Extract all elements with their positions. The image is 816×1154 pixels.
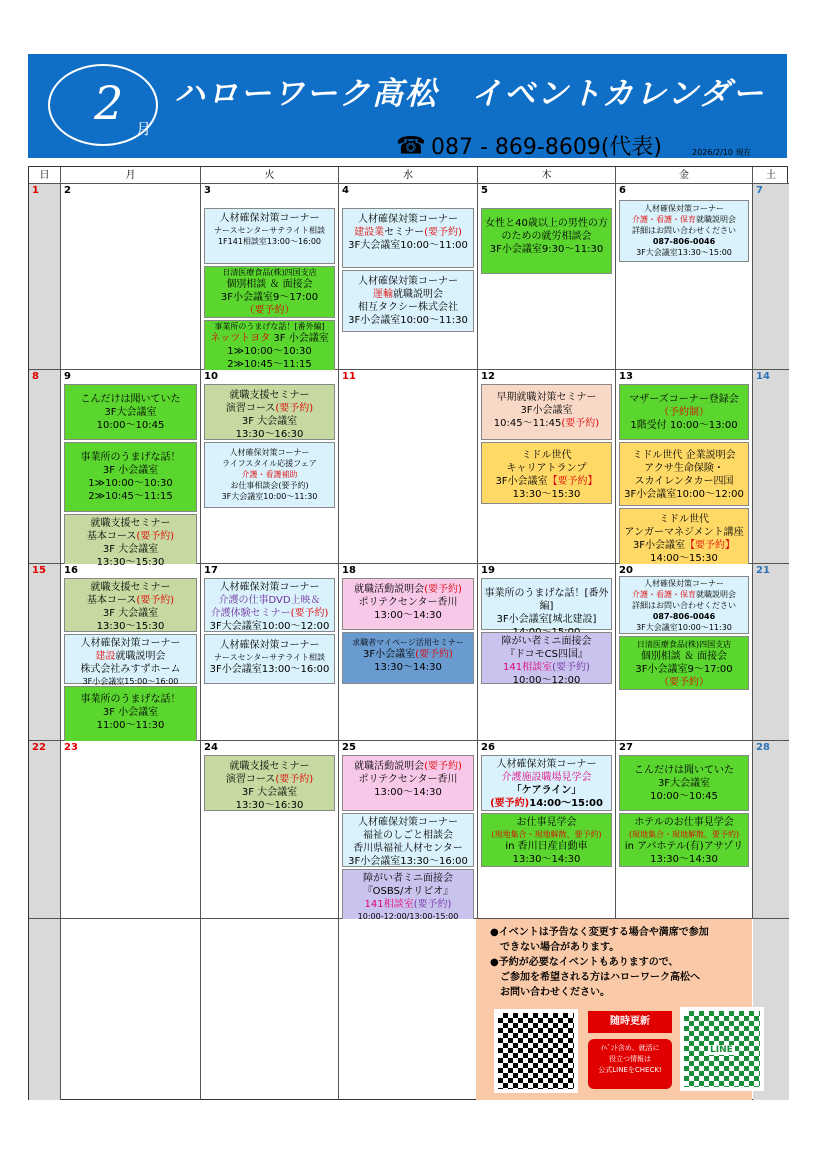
event-text: ホテルのお仕事見学会 — [634, 817, 734, 828]
event-card — [619, 755, 749, 811]
event-text: 3F小会議室 — [520, 405, 573, 416]
event-text: (要予約) — [413, 899, 452, 910]
event-text: 13:30～16:30 — [235, 429, 304, 440]
event-text: 事業所のうまげな話！[番外編] — [484, 588, 609, 612]
event-text: 3F小会議室9:30～11:30 — [489, 244, 604, 255]
day-cell — [29, 741, 61, 919]
event-text: 人材確保対策コーナー — [358, 276, 458, 287]
event-text: 13:30～14:30 — [512, 854, 581, 865]
event-text: 3F小会議室 — [632, 540, 686, 551]
event-text: 日清医療食品(株)四国支店 — [222, 268, 317, 277]
event-card — [619, 576, 749, 634]
day-cell — [753, 370, 789, 564]
event-card — [204, 384, 335, 440]
event-text: (要予約) — [424, 761, 462, 772]
event-text: セミナー — [384, 227, 425, 238]
day-cell — [616, 741, 753, 919]
event-card — [481, 755, 612, 811]
event-text: 就職説明会 — [115, 651, 166, 662]
event-text: 株式会社みすずホーム — [80, 664, 181, 675]
event-card — [204, 442, 335, 508]
day-number: 19 — [481, 565, 495, 576]
event-text: 14:00～15:00 — [529, 798, 603, 809]
update-badge: 随時更新 — [588, 1011, 672, 1033]
day-cell — [61, 370, 201, 568]
event-card — [619, 508, 749, 564]
event-text: 演習コース — [225, 403, 276, 414]
event-text: 就職説明会 — [696, 590, 736, 599]
event-text: 人材確保対策コーナー — [219, 640, 320, 651]
event-card — [204, 578, 335, 632]
event-text: 『ドコモCS四国』 — [505, 649, 588, 660]
event-text: ミドル世代 — [521, 450, 572, 461]
day-number: 26 — [481, 742, 495, 753]
day-number: 10 — [204, 371, 218, 382]
line-tip-text: 役立つ情報は — [609, 1055, 651, 1063]
event-card — [342, 869, 474, 919]
event-text: お仕事見学会 — [516, 817, 577, 828]
day-cell — [61, 741, 201, 919]
event-text: 3F 小会議室 — [102, 707, 159, 718]
event-card — [64, 384, 197, 440]
event-text: 求職者マイページ活用セミナー — [352, 638, 464, 647]
event-text: 就職支援セミナー — [90, 582, 171, 593]
event-text: 3F小会議室 — [363, 649, 416, 660]
event-text: (要予約) — [136, 531, 175, 542]
day-number: 14 — [756, 371, 770, 382]
day-cell — [201, 741, 339, 919]
day-number: 2 — [64, 185, 71, 196]
day-cell — [753, 184, 789, 370]
day-number: 7 — [756, 185, 763, 196]
event-text: ミドル世代 — [659, 514, 709, 525]
day-number: 23 — [64, 742, 78, 753]
event-text: 13:00～14:30 — [374, 787, 442, 798]
event-text: ミドル世代 企業説明会 — [632, 450, 736, 461]
event-text: （予約制） — [659, 407, 709, 418]
event-text: 10:45～11:45 — [493, 418, 562, 429]
page-title: ハローワーク高松 イベントカレンダー — [174, 76, 766, 112]
day-cell — [61, 919, 201, 1100]
day-number: 22 — [32, 742, 46, 753]
event-text: 3F大会議室 — [104, 407, 157, 418]
event-text: 3F小会議室10:00～12:00 — [624, 489, 744, 500]
event-card — [342, 270, 474, 332]
event-text: ライフスタイル応援フェア — [222, 459, 317, 468]
day-number: 16 — [64, 565, 78, 576]
day-number: 6 — [619, 185, 626, 196]
day-cell — [478, 564, 616, 741]
event-text: 就職説明会 — [393, 289, 443, 300]
day-cell — [753, 741, 789, 919]
phone-number: 087 - 869-8609(代表) — [431, 135, 663, 160]
day-number: 4 — [342, 185, 349, 196]
event-text: （要予約） — [244, 305, 295, 316]
day-number: 15 — [32, 565, 46, 576]
day-cell — [201, 564, 339, 741]
event-text: (要予約) — [136, 595, 175, 606]
event-text: 介護の仕事DVD上映＆ — [218, 595, 321, 606]
day-cell — [478, 741, 616, 919]
event-card — [619, 384, 749, 440]
event-text: 3F小会議室9～17:00 — [635, 664, 733, 675]
event-text: 1F141相談室13:00～16:00 — [217, 237, 322, 246]
event-card — [619, 813, 749, 867]
event-text: 建設 — [95, 651, 116, 662]
event-card — [64, 686, 197, 741]
event-text: （要予約） — [659, 677, 709, 688]
event-text: 13:30～14:30 — [650, 854, 718, 865]
event-text: 10:00～10:45 — [96, 420, 165, 431]
event-text: in 香川日産自動車 — [505, 841, 588, 852]
event-text: 【要予約】 — [547, 476, 598, 487]
event-text: 【要予約】 — [685, 540, 736, 551]
event-text: 就職説明会 — [696, 215, 736, 224]
day-number: 3 — [204, 185, 211, 196]
event-text: 3F 小会議室 — [270, 333, 329, 344]
phone-icon: ☎ — [396, 131, 426, 160]
event-text: 3F大会議室10:00～12:00 — [209, 621, 330, 632]
event-card — [204, 634, 335, 684]
event-text: 10:00～10:45 — [650, 791, 718, 802]
event-text: 詳細はお問い合わせください — [632, 601, 736, 610]
event-text: 人材確保対策コーナー — [358, 817, 458, 828]
event-text: 障がい者ミニ面接会 — [363, 873, 453, 884]
day-cell — [339, 370, 478, 564]
website-qr-code[interactable] — [494, 1009, 578, 1093]
event-text: 141相談室 — [364, 899, 414, 910]
event-text: 福祉のしごと相談会 — [363, 830, 453, 841]
event-text: ナースセンターサテライト相談 — [213, 226, 326, 235]
event-text: 3F小会議室13:00～16:00 — [209, 664, 330, 675]
event-text: 介護・看護補助 — [241, 470, 298, 479]
event-text: 2≫10:45～11:15 — [227, 359, 312, 370]
weekday-tue: 火 — [201, 167, 339, 184]
event-text: 就職支援セミナー — [90, 518, 171, 529]
event-text: 13:30～14:30 — [374, 662, 442, 673]
event-card — [204, 755, 335, 811]
notice-line: できない場合があります。 — [490, 942, 620, 953]
event-text: スカイレンタカー四国 — [634, 476, 734, 487]
event-text: 人材確保対策コーナー — [644, 204, 724, 213]
event-text: 人材確保対策コーナー — [219, 582, 320, 593]
day-cell — [29, 919, 61, 1100]
event-text: 介護体験セミナー — [210, 608, 291, 619]
event-card — [619, 200, 749, 262]
event-card — [204, 266, 335, 318]
day-number: 25 — [342, 742, 356, 753]
notice-text — [490, 925, 748, 1000]
event-text: (要予約) — [561, 418, 600, 429]
notice-line: ご参加を希望される方はハローワーク高松へ — [490, 972, 700, 983]
day-cell — [201, 184, 339, 370]
event-text: こんだけは聞いていた — [634, 765, 734, 776]
day-number: 8 — [32, 371, 39, 382]
event-text: 10:00～12:00 — [512, 675, 581, 686]
event-text: (要予約) — [424, 227, 462, 238]
day-cell — [339, 184, 478, 370]
event-text: お仕事相談会(要予約) — [230, 481, 309, 490]
event-text: 人材確保対策コーナー — [496, 759, 597, 770]
event-text: 個別相談 ＆ 面接会 — [226, 279, 313, 290]
event-text: 事業所のうまげな話！ — [80, 452, 181, 463]
event-text: 141相談室 — [503, 662, 553, 673]
day-cell — [616, 564, 753, 741]
line-tip-text: 公式LINEをCHECK! — [598, 1066, 662, 1074]
event-text: 3F大会議室 — [657, 778, 711, 789]
event-text: (現地集合・現地解散、要予約) — [491, 830, 602, 839]
day-cell — [29, 370, 61, 564]
weekday-mon: 月 — [61, 167, 201, 184]
event-text: 個別相談 ＆ 面接会 — [640, 651, 728, 662]
event-text: 10:00-12:00/13:00-15:00 — [357, 912, 459, 921]
event-text: 介護・看護・保育 — [632, 215, 696, 224]
event-card — [204, 208, 335, 264]
event-card — [64, 514, 197, 568]
day-cell — [478, 370, 616, 564]
event-card — [619, 442, 749, 506]
event-text: 就職支援セミナー — [229, 390, 310, 401]
event-card — [64, 578, 197, 632]
day-cell — [29, 184, 61, 370]
event-text: 基本コース — [86, 531, 137, 542]
event-text: 14:00～15:30 — [650, 553, 718, 564]
day-cell — [61, 564, 201, 741]
event-text: ナースセンターサテライト相談 — [213, 653, 326, 662]
event-text: 事業所のうまげな話！ — [80, 694, 181, 705]
notice-line: お問い合わせください。 — [490, 987, 610, 998]
line-tip-text: ｲﾍﾞﾝﾄ含め、就活に — [600, 1044, 660, 1052]
event-text: 3F 大会議室 — [241, 416, 298, 427]
day-number: 20 — [619, 565, 633, 576]
weekday-sat: 土 — [753, 167, 789, 184]
event-card — [342, 632, 474, 684]
event-text: 基本コース — [86, 595, 137, 606]
phone-row — [396, 130, 662, 160]
event-text: 演習コース — [225, 774, 276, 785]
event-text: アクサ生命保険・ — [644, 463, 724, 474]
month-badge — [48, 64, 158, 146]
day-number: 11 — [342, 371, 356, 382]
day-cell — [753, 564, 789, 741]
day-number: 17 — [204, 565, 218, 576]
event-text: 3F 大会議室 — [102, 544, 159, 555]
event-text: 3F小会議室[城北建設] — [496, 614, 597, 625]
event-card — [342, 813, 474, 867]
event-text: 人材確保対策コーナー — [219, 213, 320, 224]
event-text: 3F小会議室 — [495, 476, 548, 487]
day-number: 9 — [64, 371, 71, 382]
event-card — [342, 578, 474, 630]
notice-line: ●予約が必要なイベントもありますので、 — [490, 957, 679, 968]
event-text: マザーズコーナー登録会 — [629, 394, 739, 405]
event-text: 3F大会議室10:00～11:30 — [221, 492, 318, 501]
event-text: (要予約) — [415, 649, 453, 660]
event-card — [64, 442, 197, 512]
weekday-fri: 金 — [616, 167, 753, 184]
event-text: 人材確保対策コーナー — [644, 579, 724, 588]
event-text: 1≫10:00～10:30 — [88, 478, 173, 489]
event-text: (要予約) — [552, 662, 590, 673]
event-card — [64, 634, 197, 684]
event-text: 3F大会議室10:00～11:30 — [636, 623, 732, 632]
event-card — [204, 320, 335, 370]
event-text: 13:30～15:30 — [96, 557, 165, 568]
day-cell — [478, 184, 616, 370]
event-text: 相互タクシー株式会社 — [358, 302, 458, 313]
day-cell — [61, 184, 201, 370]
event-card — [481, 578, 612, 630]
event-text: (要予約) — [490, 798, 530, 809]
event-text: 日清医療食品(株)四国支店 — [636, 640, 732, 649]
notice-line: ●イベントは予告なく変更する場合や満席で参加 — [490, 927, 709, 938]
event-text: 1階受付 10:00～13:00 — [630, 420, 738, 431]
event-text: (現地集合・現地解散、要予約) — [628, 830, 740, 839]
event-text: 人材確保対策コーナー — [358, 214, 458, 225]
event-text: 詳細はお問い合わせください — [632, 226, 736, 235]
day-cell — [201, 919, 339, 1100]
day-cell — [339, 919, 478, 1100]
month-number: 2 — [94, 76, 124, 130]
event-text: 3F 大会議室 — [102, 608, 159, 619]
line-label: LINE — [710, 1045, 733, 1055]
event-text: 3F小会議室10:00～11:30 — [348, 315, 468, 326]
event-text: 13:30～15:30 — [512, 489, 581, 500]
notice-panel — [476, 919, 752, 1100]
event-text: 人材確保対策コーナー — [80, 638, 181, 649]
event-text: 3F大会議室13:30～15:00 — [636, 248, 732, 257]
event-text: 3F小会議室15:00～16:00 — [82, 677, 179, 686]
day-number: 1 — [32, 185, 39, 196]
event-text: 『OSBS/オリビオ』 — [362, 886, 454, 897]
event-text: 3F 小会議室 — [102, 465, 159, 476]
event-text: のための就労相談会 — [501, 231, 592, 242]
day-number: 12 — [481, 371, 495, 382]
event-text: in アパホテル(有)アサゾリ — [624, 841, 744, 852]
event-text: 就職支援セミナー — [229, 761, 310, 772]
day-number: 18 — [342, 565, 356, 576]
event-text: 13:30～15:30 — [96, 621, 165, 632]
event-card — [619, 636, 749, 690]
event-text: こんだけは聞いていた — [80, 394, 181, 405]
event-card — [481, 208, 612, 274]
event-text: 女性と40歳以上の男性の方 — [485, 218, 608, 229]
weekday-sun: 日 — [29, 167, 61, 184]
event-text: 就職活動説明会 — [354, 761, 425, 772]
day-cell — [201, 370, 339, 564]
day-number: 21 — [756, 565, 770, 576]
event-text: 介護・看護・保育 — [632, 590, 696, 599]
day-cell — [339, 564, 478, 741]
day-cell — [29, 564, 61, 741]
event-text: 3F小会議室9～17:00 — [220, 292, 319, 303]
event-text: 13:30～16:30 — [235, 800, 304, 811]
event-text: 087-806-0046 — [652, 237, 716, 246]
day-cell — [616, 184, 753, 370]
event-text: 13:00～14:30 — [374, 610, 442, 621]
as-of-date: 2026/2/10 現在 — [692, 148, 752, 157]
day-cell — [339, 741, 478, 919]
event-text: 2≫10:45～11:15 — [88, 491, 173, 502]
day-number: 27 — [619, 742, 633, 753]
event-card — [481, 384, 612, 440]
day-number: 13 — [619, 371, 633, 382]
event-text: (要予約) — [275, 774, 314, 785]
event-card — [342, 755, 474, 811]
event-card — [481, 813, 612, 867]
day-cell — [616, 370, 753, 564]
event-text: ポリテクセンター香川 — [358, 597, 458, 608]
event-card — [481, 632, 612, 684]
event-text: 介護施設職場見学会 — [501, 772, 592, 783]
event-text: 運輸 — [373, 289, 393, 300]
day-number: 5 — [481, 185, 488, 196]
day-number: 24 — [204, 742, 218, 753]
line-tip — [588, 1039, 672, 1089]
month-unit: 月 — [136, 120, 152, 138]
event-text: ネッツトヨタ — [210, 333, 271, 344]
weekday-thu: 木 — [478, 167, 616, 184]
event-text: 087-806-0046 — [652, 612, 716, 621]
weekday-wed: 水 — [339, 167, 478, 184]
event-text: アンガーマネジメント講座 — [624, 527, 744, 538]
event-text: 障がい者ミニ面接会 — [501, 636, 592, 647]
event-text: キャリアトランプ — [506, 463, 587, 474]
event-text: 3F 大会議室 — [241, 787, 298, 798]
event-text: 3F大会議室10:00～11:00 — [348, 240, 468, 251]
event-card — [342, 208, 474, 268]
event-text: (要予約) — [290, 608, 329, 619]
event-card — [481, 442, 612, 504]
day-number: 28 — [756, 742, 770, 753]
event-text: 就職活動説明会 — [354, 584, 425, 595]
event-text: 人材確保対策コーナー — [229, 448, 310, 457]
event-text: 3F小会議室13:30～16:00 — [348, 856, 468, 867]
event-text: 事業所のうまげな話！[番外編] — [214, 322, 325, 331]
event-text: 建設業 — [354, 227, 385, 238]
event-text: (要予約) — [424, 584, 462, 595]
event-text: 香川県福祉人材センター — [353, 843, 463, 854]
event-text: (要予約) — [275, 403, 314, 414]
event-text: 「ケアライン」 — [511, 785, 582, 796]
event-text: 11:00～11:30 — [96, 720, 165, 731]
event-text: ポリテクセンター香川 — [358, 774, 458, 785]
event-text: 早期就職対策セミナー — [496, 392, 597, 403]
event-text: 1≫10:00～10:30 — [227, 346, 312, 357]
